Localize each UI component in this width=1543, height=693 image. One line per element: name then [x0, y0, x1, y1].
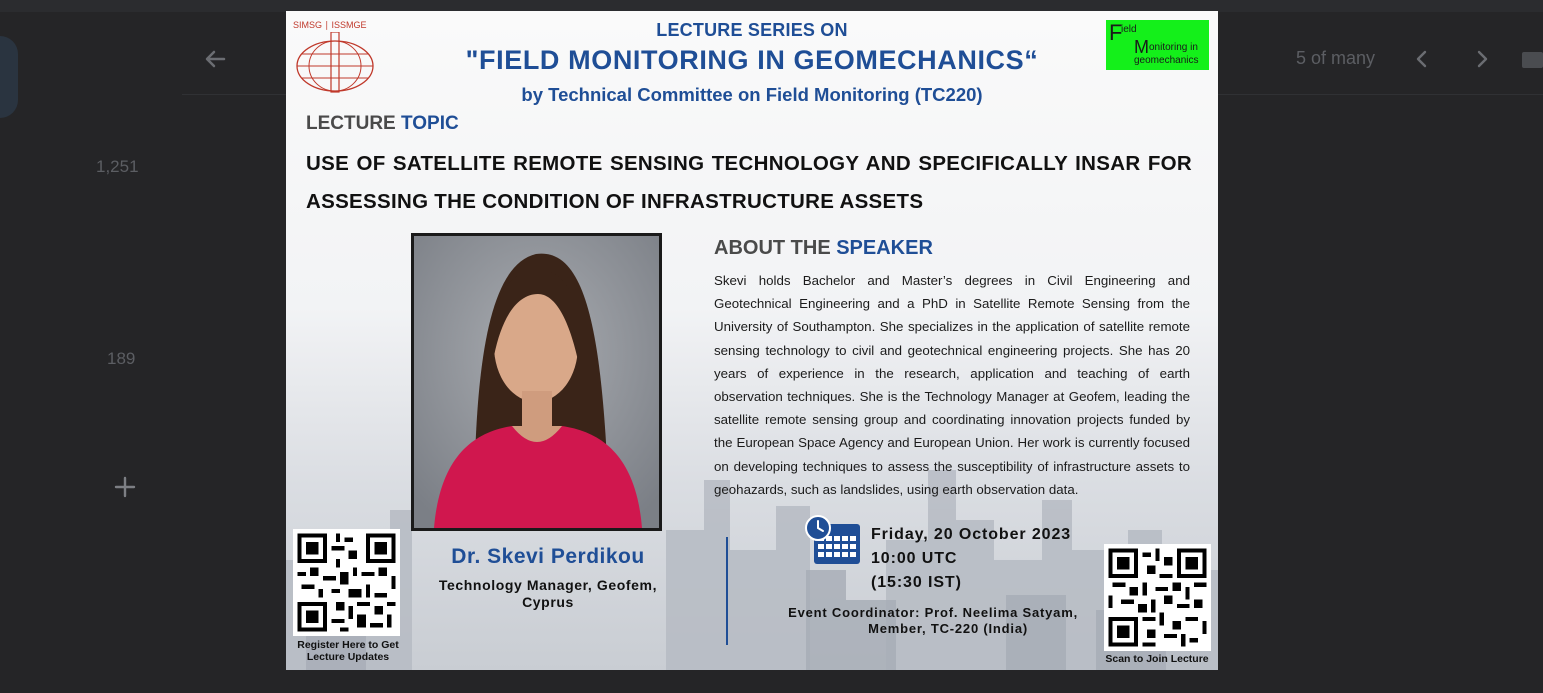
- heading-part: ABOUT THE: [714, 237, 837, 259]
- calendar-clock-icon: [804, 514, 864, 568]
- event-time-utc: 10:00 UTC: [871, 550, 958, 567]
- issmge-logo: [293, 20, 379, 90]
- speaker-role: Technology Manager, Geofem, Cyprus: [438, 577, 658, 610]
- coordinator-line: Event Coordinator: Prof. Neelima Satyam,: [788, 605, 1078, 620]
- logo-letter-m: M: [1134, 37, 1149, 57]
- qr-left-caption: Register Here to Get Lecture Updates: [297, 639, 399, 663]
- compose-button-partial[interactable]: [0, 36, 18, 118]
- qr-right-caption: Scan to Join Lecture: [1105, 653, 1209, 665]
- poster-title: "FIELD MONITORING IN GEOMECHANICS“: [465, 45, 1039, 75]
- event-date: Friday, 20 October 2023: [871, 526, 1072, 543]
- speaker-name: Dr. Skevi Perdikou: [451, 545, 645, 568]
- qr-code-register[interactable]: [293, 529, 400, 636]
- keyboard-icon[interactable]: [1522, 52, 1543, 68]
- logo-text: onitoring in: [1149, 42, 1198, 53]
- event-datetime: [871, 523, 1071, 595]
- pager-text: 5 of many: [1296, 48, 1376, 68]
- speaker-bio: Skevi holds Bachelor and Master’s degrees in Civil Engineering and Geotechnical Engineering and a PhD in Satellite Remote Sensing from the University of Southampton. She specializes in the application of satellite remote sensing technology to civil and geotechnical engineering projects. She has 20 years of experience in the research, application and teaching of earth observation techniques. She is the Technology Manager at Geofem, leading the satellite remote sensing group and coordinating innovation projects funded by the European Space Agency and European Union. Her work is currently focused on developing techniques to assess the susceptibility of infrastructure assets to geohazards, such as landslides, using earth observation data.: [714, 273, 1190, 497]
- speaker-photo: [411, 233, 662, 531]
- back-arrow-icon[interactable]: [200, 44, 230, 74]
- heading-part-highlight: SPEAKER: [836, 237, 933, 259]
- event-coordinator: [724, 605, 1078, 637]
- plus-icon[interactable]: [110, 472, 140, 502]
- series-label: LECTURE SERIES ON: [656, 20, 848, 40]
- logo-text: geomechanics: [1134, 55, 1199, 66]
- about-speaker-heading: [714, 237, 933, 260]
- poster-byline: by Technical Committee on Field Monitoring (TC220): [521, 84, 983, 105]
- speaker-portrait-illustration: [414, 236, 659, 528]
- logo-letter-f: F: [1109, 20, 1123, 45]
- field-monitoring-logo: [1106, 20, 1209, 70]
- lecture-poster-image: [286, 11, 1218, 670]
- coordinator-line: Member, TC-220 (India): [868, 621, 1028, 636]
- logo-text: ield: [1121, 24, 1137, 35]
- label-count: 1,251: [96, 157, 139, 176]
- heading-part-highlight: TOPIC: [401, 113, 459, 134]
- heading-part: LECTURE: [306, 113, 401, 134]
- globe-logo-icon: [293, 32, 379, 94]
- lecture-topic-heading: [306, 113, 459, 135]
- chevron-left-icon[interactable]: [1410, 46, 1434, 72]
- event-time-ist: (15:30 IST): [871, 574, 962, 591]
- label-count: 189: [107, 349, 136, 368]
- logo-text: SIMSG ∣ ISSMGE: [293, 20, 367, 30]
- qr-code-join[interactable]: [1104, 544, 1211, 651]
- lecture-topic-text: USE OF SATELLITE REMOTE SENSING TECHNOLOGY AND SPECIFICALLY INSAR FOR ASSESSING THE CONDITION OF INFRASTRUCTURE ASSETS: [306, 152, 1192, 213]
- chevron-right-icon[interactable]: [1470, 46, 1494, 72]
